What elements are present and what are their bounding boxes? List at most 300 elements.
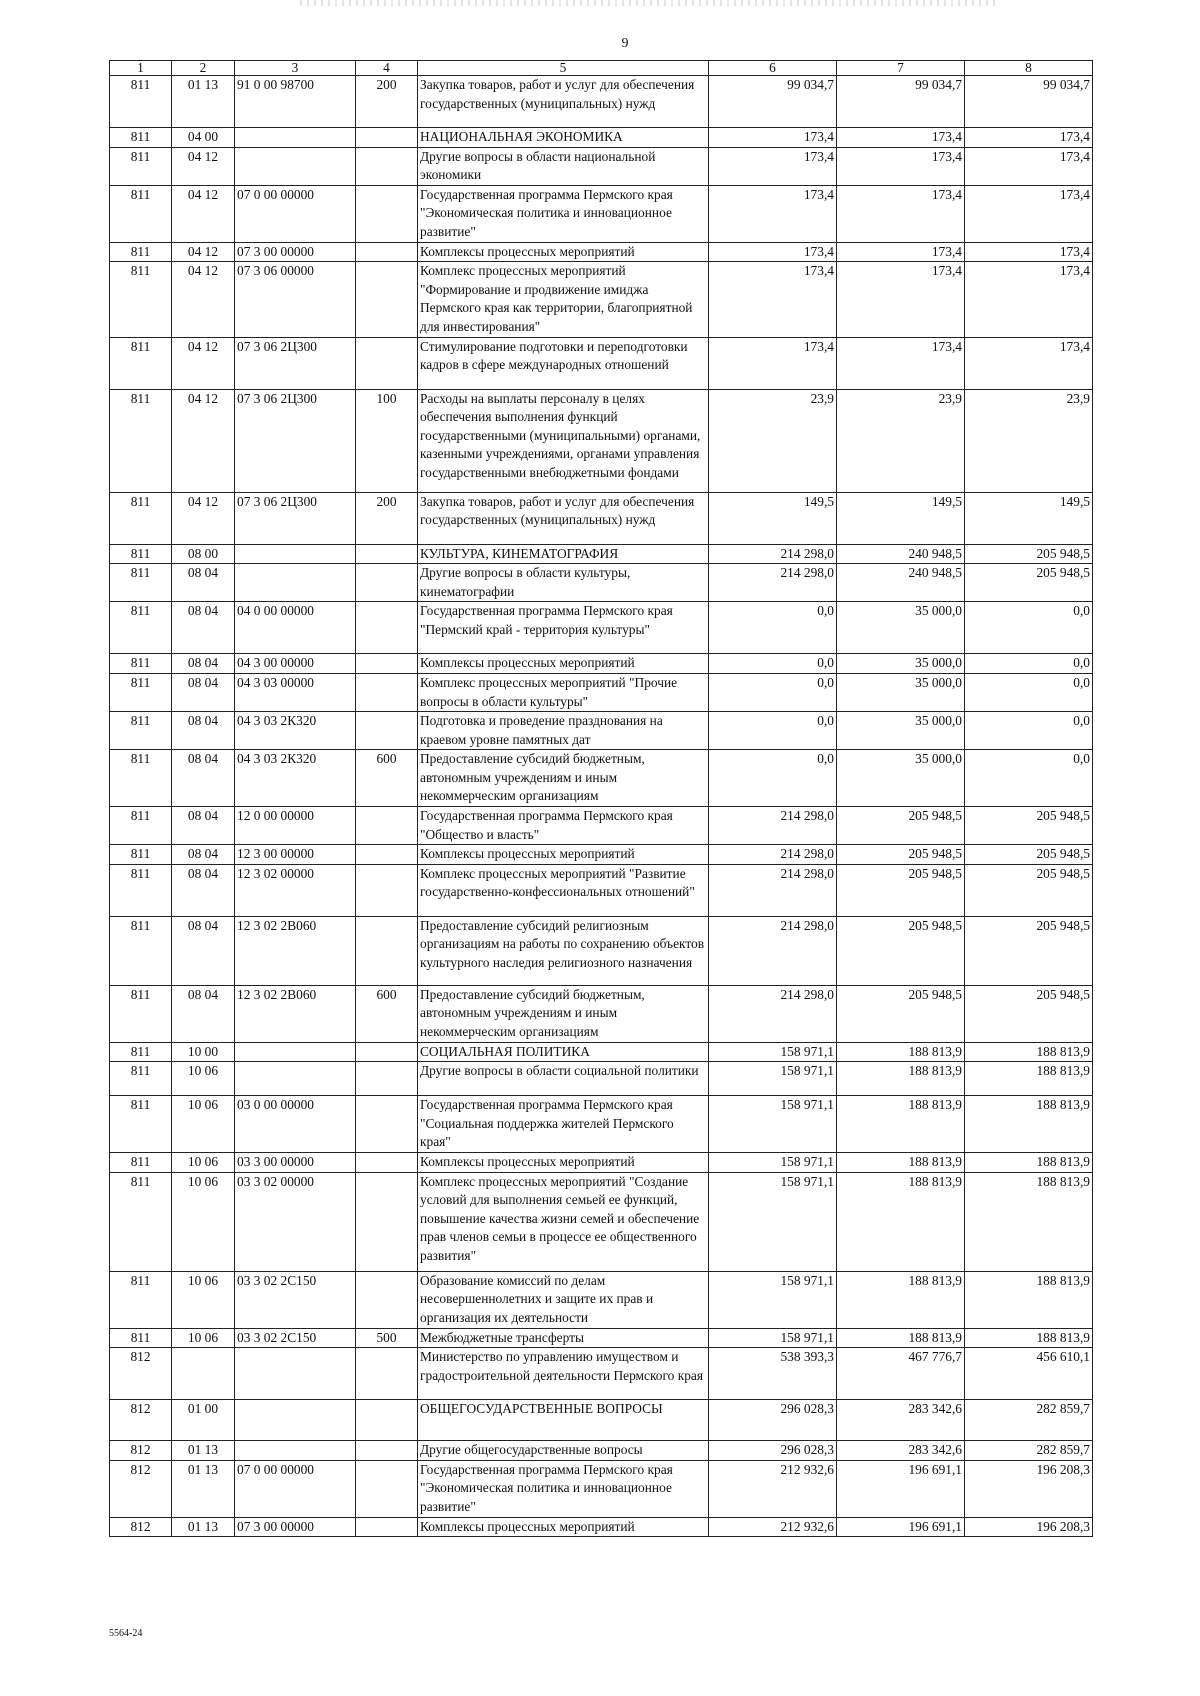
cell-target-article [235, 1348, 356, 1400]
cell-amount-col-6: 296 028,3 [709, 1441, 837, 1461]
cell-amount-col-7: 35 000,0 [837, 750, 965, 807]
cell-amount-col-6: 0,0 [709, 750, 837, 807]
cell-ministry-code: 811 [110, 916, 172, 985]
cell-expense-type [356, 128, 418, 148]
cell-target-article: 03 3 02 2С150 [235, 1271, 356, 1328]
cell-target-article [235, 147, 356, 185]
cell-section-code: 01 00 [172, 1400, 235, 1441]
cell-amount-col-7: 205 948,5 [837, 807, 965, 845]
budget-table [109, 60, 1093, 1537]
cell-target-article: 04 3 03 00000 [235, 673, 356, 711]
table-row [110, 712, 1093, 750]
table-row [110, 673, 1093, 711]
cell-expense-type [356, 337, 418, 389]
cell-amount-col-7: 188 813,9 [837, 1271, 965, 1328]
cell-amount-col-6: 214 298,0 [709, 864, 837, 916]
cell-amount-col-6: 173,4 [709, 262, 837, 337]
table-row [110, 864, 1093, 916]
cell-description: ОБЩЕГОСУДАРСТВЕННЫЕ ВОПРОСЫ [418, 1400, 709, 1441]
cell-target-article: 07 3 00 00000 [235, 242, 356, 262]
table-body [110, 76, 1093, 1537]
cell-ministry-code: 812 [110, 1441, 172, 1461]
cell-ministry-code: 811 [110, 492, 172, 544]
cell-amount-col-7: 283 342,6 [837, 1400, 965, 1441]
cell-amount-col-8: 173,4 [965, 147, 1093, 185]
cell-amount-col-6: 0,0 [709, 654, 837, 674]
cell-ministry-code: 811 [110, 712, 172, 750]
cell-amount-col-7: 196 691,1 [837, 1460, 965, 1517]
cell-description: Другие вопросы в области культуры, кинематографии [418, 564, 709, 602]
cell-amount-col-8: 0,0 [965, 712, 1093, 750]
cell-section-code: 08 04 [172, 845, 235, 865]
cell-description: Комплекс процессных мероприятий "Создание условий для выполнения семьей ее функций, повышение качества жизни семей и обеспечение прав членов семьи в процессе ее общественного развития" [418, 1172, 709, 1271]
cell-description: Комплексы процессных мероприятий [418, 845, 709, 865]
cell-amount-col-8: 149,5 [965, 492, 1093, 544]
cell-description: Комплекс процессных мероприятий "Формирование и продвижение имиджа Пермского края как территории, благоприятной для инвестирования" [418, 262, 709, 337]
cell-amount-col-8: 196 208,3 [965, 1460, 1093, 1517]
cell-ministry-code: 811 [110, 76, 172, 128]
table-row [110, 750, 1093, 807]
cell-amount-col-8: 205 948,5 [965, 544, 1093, 564]
cell-ministry-code: 811 [110, 1062, 172, 1096]
cell-amount-col-8: 205 948,5 [965, 985, 1093, 1042]
cell-target-article: 03 0 00 00000 [235, 1096, 356, 1153]
cell-description: Государственная программа Пермского края "Экономическая политика и инновационное развитие" [418, 1460, 709, 1517]
cell-description: Межбюджетные трансферты [418, 1328, 709, 1348]
cell-section-code: 10 06 [172, 1062, 235, 1096]
cell-description: Государственная программа Пермского края "Социальная поддержка жителей Пермского края" [418, 1096, 709, 1153]
cell-section-code: 01 13 [172, 76, 235, 128]
cell-ministry-code: 811 [110, 654, 172, 674]
cell-section-code: 04 12 [172, 337, 235, 389]
header-col-6: 6 [709, 61, 837, 76]
cell-description: Государственная программа Пермского края "Пермский край - территория культуры" [418, 602, 709, 654]
cell-amount-col-7: 240 948,5 [837, 564, 965, 602]
cell-amount-col-8: 0,0 [965, 602, 1093, 654]
table-row [110, 242, 1093, 262]
cell-expense-type [356, 1271, 418, 1328]
table-row [110, 1172, 1093, 1271]
cell-amount-col-6: 538 393,3 [709, 1348, 837, 1400]
table-row [110, 985, 1093, 1042]
cell-expense-type [356, 712, 418, 750]
table-row [110, 544, 1093, 564]
table-row [110, 1400, 1093, 1441]
table-row [110, 1517, 1093, 1537]
cell-amount-col-6: 158 971,1 [709, 1096, 837, 1153]
cell-target-article: 04 3 03 2К320 [235, 750, 356, 807]
cell-amount-col-6: 149,5 [709, 492, 837, 544]
cell-amount-col-8: 196 208,3 [965, 1517, 1093, 1537]
cell-amount-col-7: 35 000,0 [837, 602, 965, 654]
cell-amount-col-8: 173,4 [965, 262, 1093, 337]
cell-ministry-code: 811 [110, 750, 172, 807]
cell-description: КУЛЬТУРА, КИНЕМАТОГРАФИЯ [418, 544, 709, 564]
cell-description: Комплексы процессных мероприятий [418, 654, 709, 674]
cell-ministry-code: 811 [110, 544, 172, 564]
cell-section-code: 08 04 [172, 602, 235, 654]
cell-section-code: 08 04 [172, 864, 235, 916]
table-row [110, 128, 1093, 148]
cell-target-article: 07 3 00 00000 [235, 1517, 356, 1537]
table-row [110, 1153, 1093, 1173]
cell-amount-col-7: 205 948,5 [837, 845, 965, 865]
cell-amount-col-8: 188 813,9 [965, 1271, 1093, 1328]
cell-description: Закупка товаров, работ и услуг для обеспечения государственных (муниципальных) нужд [418, 76, 709, 128]
cell-description: Государственная программа Пермского края "Экономическая политика и инновационное развитие" [418, 185, 709, 242]
cell-ministry-code: 811 [110, 147, 172, 185]
cell-amount-col-6: 212 932,6 [709, 1460, 837, 1517]
cell-expense-type [356, 845, 418, 865]
cell-ministry-code: 811 [110, 602, 172, 654]
cell-expense-type [356, 654, 418, 674]
table-row [110, 654, 1093, 674]
cell-amount-col-7: 205 948,5 [837, 916, 965, 985]
cell-amount-col-6: 158 971,1 [709, 1328, 837, 1348]
cell-amount-col-8: 173,4 [965, 128, 1093, 148]
cell-amount-col-7: 188 813,9 [837, 1096, 965, 1153]
cell-expense-type [356, 916, 418, 985]
cell-amount-col-7: 240 948,5 [837, 544, 965, 564]
cell-section-code: 08 04 [172, 985, 235, 1042]
cell-section-code: 10 06 [172, 1328, 235, 1348]
cell-amount-col-6: 158 971,1 [709, 1271, 837, 1328]
header-col-4: 4 [356, 61, 418, 76]
cell-description: Комплекс процессных мероприятий "Прочие вопросы в области культуры" [418, 673, 709, 711]
cell-expense-type: 600 [356, 985, 418, 1042]
header-col-1: 1 [110, 61, 172, 76]
cell-section-code: 04 12 [172, 147, 235, 185]
cell-expense-type [356, 807, 418, 845]
cell-target-article: 03 3 02 00000 [235, 1172, 356, 1271]
cell-amount-col-6: 158 971,1 [709, 1172, 837, 1271]
cell-amount-col-6: 158 971,1 [709, 1153, 837, 1173]
cell-target-article: 07 3 06 2Ц300 [235, 492, 356, 544]
cell-description: Комплексы процессных мероприятий [418, 1153, 709, 1173]
page-number: 9 [621, 36, 629, 51]
cell-expense-type: 200 [356, 492, 418, 544]
cell-section-code: 10 06 [172, 1153, 235, 1173]
cell-target-article [235, 564, 356, 602]
cell-amount-col-6: 23,9 [709, 389, 837, 492]
cell-section-code: 04 00 [172, 128, 235, 148]
cell-amount-col-7: 173,4 [837, 185, 965, 242]
cell-amount-col-8: 282 859,7 [965, 1400, 1093, 1441]
cell-expense-type [356, 1096, 418, 1153]
header-col-8: 8 [965, 61, 1093, 76]
cell-amount-col-6: 158 971,1 [709, 1042, 837, 1062]
cell-expense-type [356, 1042, 418, 1062]
cell-target-article [235, 1042, 356, 1062]
cell-expense-type [356, 185, 418, 242]
cell-amount-col-7: 188 813,9 [837, 1042, 965, 1062]
cell-ministry-code: 812 [110, 1348, 172, 1400]
cell-amount-col-7: 173,4 [837, 262, 965, 337]
cell-description: Закупка товаров, работ и услуг для обеспечения государственных (муниципальных) нужд [418, 492, 709, 544]
cell-section-code: 08 00 [172, 544, 235, 564]
cell-target-article: 07 0 00 00000 [235, 1460, 356, 1517]
cell-amount-col-6: 214 298,0 [709, 807, 837, 845]
cell-section-code: 04 12 [172, 185, 235, 242]
cell-expense-type [356, 1153, 418, 1173]
cell-description: Расходы на выплаты персоналу в целях обеспечения выполнения функций государственными (муниципальными) органами, казенными учреждениями, органами управления государственными внебюджетными фондами [418, 389, 709, 492]
cell-amount-col-8: 188 813,9 [965, 1328, 1093, 1348]
cell-amount-col-7: 188 813,9 [837, 1153, 965, 1173]
cell-amount-col-8: 188 813,9 [965, 1042, 1093, 1062]
table-row [110, 76, 1093, 128]
cell-ministry-code: 811 [110, 1042, 172, 1062]
cell-target-article [235, 544, 356, 564]
cell-target-article: 91 0 00 98700 [235, 76, 356, 128]
cell-amount-col-8: 23,9 [965, 389, 1093, 492]
cell-expense-type [356, 1400, 418, 1441]
cell-amount-col-6: 214 298,0 [709, 544, 837, 564]
cell-amount-col-6: 173,4 [709, 337, 837, 389]
cell-amount-col-8: 0,0 [965, 654, 1093, 674]
cell-target-article: 03 3 02 2С150 [235, 1328, 356, 1348]
table-row [110, 602, 1093, 654]
cell-target-article [235, 1400, 356, 1441]
cell-expense-type [356, 1517, 418, 1537]
cell-expense-type [356, 262, 418, 337]
cell-target-article: 07 3 06 00000 [235, 262, 356, 337]
cell-ministry-code: 811 [110, 262, 172, 337]
cell-ministry-code: 811 [110, 564, 172, 602]
cell-section-code: 08 04 [172, 673, 235, 711]
cell-description: Предоставление субсидий бюджетным, автономным учреждениям и иным некоммерческим организациям [418, 985, 709, 1042]
cell-amount-col-6: 173,4 [709, 128, 837, 148]
cell-ministry-code: 811 [110, 845, 172, 865]
cell-amount-col-6: 212 932,6 [709, 1517, 837, 1537]
cell-section-code: 10 06 [172, 1096, 235, 1153]
cell-amount-col-7: 173,4 [837, 128, 965, 148]
cell-ministry-code: 811 [110, 1328, 172, 1348]
cell-amount-col-8: 205 948,5 [965, 916, 1093, 985]
cell-amount-col-7: 188 813,9 [837, 1062, 965, 1096]
cell-expense-type [356, 147, 418, 185]
cell-amount-col-6: 214 298,0 [709, 985, 837, 1042]
cell-description: НАЦИОНАЛЬНАЯ ЭКОНОМИКА [418, 128, 709, 148]
cell-amount-col-6: 0,0 [709, 673, 837, 711]
cell-amount-col-8: 188 813,9 [965, 1153, 1093, 1173]
cell-ministry-code: 811 [110, 1172, 172, 1271]
cell-section-code: 01 13 [172, 1460, 235, 1517]
cell-target-article [235, 128, 356, 148]
cell-amount-col-7: 35 000,0 [837, 673, 965, 711]
cell-amount-col-8: 205 948,5 [965, 864, 1093, 916]
cell-section-code: 04 12 [172, 262, 235, 337]
cell-expense-type [356, 242, 418, 262]
cell-ministry-code: 811 [110, 673, 172, 711]
cell-amount-col-8: 99 034,7 [965, 76, 1093, 128]
cell-amount-col-7: 173,4 [837, 147, 965, 185]
cell-description: Стимулирование подготовки и переподготовки кадров в сфере международных отношений [418, 337, 709, 389]
cell-description: Предоставление субсидий религиозным организациям на работы по сохранению объектов культурного наследия религиозного назначения [418, 916, 709, 985]
cell-section-code: 08 04 [172, 564, 235, 602]
document-code: 5564-24 [109, 1628, 143, 1639]
cell-section-code: 10 00 [172, 1042, 235, 1062]
cell-amount-col-6: 0,0 [709, 602, 837, 654]
table-row [110, 1441, 1093, 1461]
table-header-row [110, 61, 1093, 76]
cell-target-article: 04 3 03 2К320 [235, 712, 356, 750]
cell-amount-col-8: 282 859,7 [965, 1441, 1093, 1461]
cell-section-code: 08 04 [172, 916, 235, 985]
cell-description: Другие вопросы в области социальной политики [418, 1062, 709, 1096]
cell-ministry-code: 811 [110, 1271, 172, 1328]
cell-description: Государственная программа Пермского края "Общество и власть" [418, 807, 709, 845]
cell-description: Образование комиссий по делам несовершеннолетних и защите их прав и организация их деятельности [418, 1271, 709, 1328]
cell-amount-col-6: 0,0 [709, 712, 837, 750]
cell-amount-col-7: 35 000,0 [837, 654, 965, 674]
cell-amount-col-7: 205 948,5 [837, 864, 965, 916]
cell-amount-col-6: 296 028,3 [709, 1400, 837, 1441]
cell-expense-type [356, 564, 418, 602]
header-col-3: 3 [235, 61, 356, 76]
cell-section-code: 04 12 [172, 389, 235, 492]
cell-ministry-code: 811 [110, 242, 172, 262]
table-row [110, 1096, 1093, 1153]
cell-ministry-code: 811 [110, 389, 172, 492]
cell-expense-type: 600 [356, 750, 418, 807]
cell-amount-col-8: 205 948,5 [965, 845, 1093, 865]
cell-description: Подготовка и проведение празднования на краевом уровне памятных дат [418, 712, 709, 750]
cell-amount-col-7: 149,5 [837, 492, 965, 544]
cell-amount-col-8: 0,0 [965, 673, 1093, 711]
cell-amount-col-8: 188 813,9 [965, 1172, 1093, 1271]
cell-target-article [235, 1441, 356, 1461]
cell-target-article: 07 0 00 00000 [235, 185, 356, 242]
table-row [110, 1348, 1093, 1400]
cell-amount-col-8: 456 610,1 [965, 1348, 1093, 1400]
cell-section-code: 08 04 [172, 807, 235, 845]
cell-target-article: 04 0 00 00000 [235, 602, 356, 654]
cell-expense-type [356, 1348, 418, 1400]
cell-expense-type: 500 [356, 1328, 418, 1348]
table-row [110, 1042, 1093, 1062]
cell-target-article: 12 0 00 00000 [235, 807, 356, 845]
cell-amount-col-7: 23,9 [837, 389, 965, 492]
cell-section-code: 04 12 [172, 492, 235, 544]
cell-amount-col-6: 214 298,0 [709, 916, 837, 985]
table-row [110, 807, 1093, 845]
table-row [110, 564, 1093, 602]
scan-artifact [300, 0, 1000, 6]
table-row [110, 185, 1093, 242]
cell-amount-col-7: 188 813,9 [837, 1328, 965, 1348]
cell-amount-col-6: 99 034,7 [709, 76, 837, 128]
cell-target-article: 12 3 02 2В060 [235, 916, 356, 985]
table-row [110, 262, 1093, 337]
cell-ministry-code: 811 [110, 128, 172, 148]
cell-expense-type [356, 1172, 418, 1271]
cell-amount-col-8: 0,0 [965, 750, 1093, 807]
cell-expense-type [356, 1441, 418, 1461]
cell-amount-col-8: 188 813,9 [965, 1096, 1093, 1153]
cell-section-code: 08 04 [172, 750, 235, 807]
cell-amount-col-8: 173,4 [965, 337, 1093, 389]
cell-expense-type [356, 602, 418, 654]
cell-section-code: 04 12 [172, 242, 235, 262]
cell-section-code: 10 06 [172, 1172, 235, 1271]
cell-expense-type [356, 1062, 418, 1096]
cell-ministry-code: 811 [110, 337, 172, 389]
cell-section-code [172, 1348, 235, 1400]
table-row [110, 1062, 1093, 1096]
cell-description: Комплекс процессных мероприятий "Развитие государственно-конфессиональных отношений" [418, 864, 709, 916]
cell-description: Другие общегосударственные вопросы [418, 1441, 709, 1461]
cell-target-article: 12 3 02 2В060 [235, 985, 356, 1042]
cell-target-article: 03 3 00 00000 [235, 1153, 356, 1173]
cell-ministry-code: 811 [110, 185, 172, 242]
cell-amount-col-8: 173,4 [965, 242, 1093, 262]
cell-amount-col-6: 173,4 [709, 242, 837, 262]
cell-section-code: 10 06 [172, 1271, 235, 1328]
cell-target-article [235, 1062, 356, 1096]
cell-amount-col-8: 188 813,9 [965, 1062, 1093, 1096]
cell-amount-col-8: 205 948,5 [965, 564, 1093, 602]
cell-target-article: 12 3 00 00000 [235, 845, 356, 865]
cell-expense-type [356, 864, 418, 916]
table-row [110, 147, 1093, 185]
cell-description: Комплексы процессных мероприятий [418, 242, 709, 262]
cell-description: Министерство по управлению имуществом и градостроительной деятельности Пермского края [418, 1348, 709, 1400]
cell-section-code: 08 04 [172, 654, 235, 674]
cell-ministry-code: 811 [110, 1153, 172, 1173]
cell-target-article: 07 3 06 2Ц300 [235, 337, 356, 389]
cell-amount-col-6: 214 298,0 [709, 845, 837, 865]
header-col-2: 2 [172, 61, 235, 76]
cell-amount-col-8: 205 948,5 [965, 807, 1093, 845]
cell-target-article: 04 3 00 00000 [235, 654, 356, 674]
table-row [110, 916, 1093, 985]
cell-description: Комплексы процессных мероприятий [418, 1517, 709, 1537]
cell-ministry-code: 812 [110, 1517, 172, 1537]
header-col-7: 7 [837, 61, 965, 76]
cell-amount-col-7: 35 000,0 [837, 712, 965, 750]
cell-amount-col-7: 99 034,7 [837, 76, 965, 128]
cell-amount-col-7: 196 691,1 [837, 1517, 965, 1537]
cell-amount-col-7: 173,4 [837, 337, 965, 389]
cell-target-article: 07 3 06 2Ц300 [235, 389, 356, 492]
header-col-5: 5 [418, 61, 709, 76]
cell-amount-col-7: 173,4 [837, 242, 965, 262]
cell-amount-col-6: 214 298,0 [709, 564, 837, 602]
cell-ministry-code: 811 [110, 807, 172, 845]
cell-target-article: 12 3 02 00000 [235, 864, 356, 916]
cell-amount-col-6: 173,4 [709, 185, 837, 242]
cell-amount-col-7: 188 813,9 [837, 1172, 965, 1271]
cell-ministry-code: 812 [110, 1400, 172, 1441]
cell-section-code: 01 13 [172, 1441, 235, 1461]
table-row [110, 1328, 1093, 1348]
table-row [110, 1271, 1093, 1328]
table-row [110, 492, 1093, 544]
cell-expense-type [356, 1460, 418, 1517]
cell-amount-col-7: 467 776,7 [837, 1348, 965, 1400]
table-row [110, 337, 1093, 389]
cell-description: СОЦИАЛЬНАЯ ПОЛИТИКА [418, 1042, 709, 1062]
table-row [110, 1460, 1093, 1517]
cell-amount-col-6: 173,4 [709, 147, 837, 185]
cell-ministry-code: 812 [110, 1460, 172, 1517]
cell-expense-type: 100 [356, 389, 418, 492]
cell-ministry-code: 811 [110, 985, 172, 1042]
cell-ministry-code: 811 [110, 1096, 172, 1153]
cell-description: Предоставление субсидий бюджетным, автономным учреждениям и иным некоммерческим организациям [418, 750, 709, 807]
cell-expense-type: 200 [356, 76, 418, 128]
cell-amount-col-7: 205 948,5 [837, 985, 965, 1042]
